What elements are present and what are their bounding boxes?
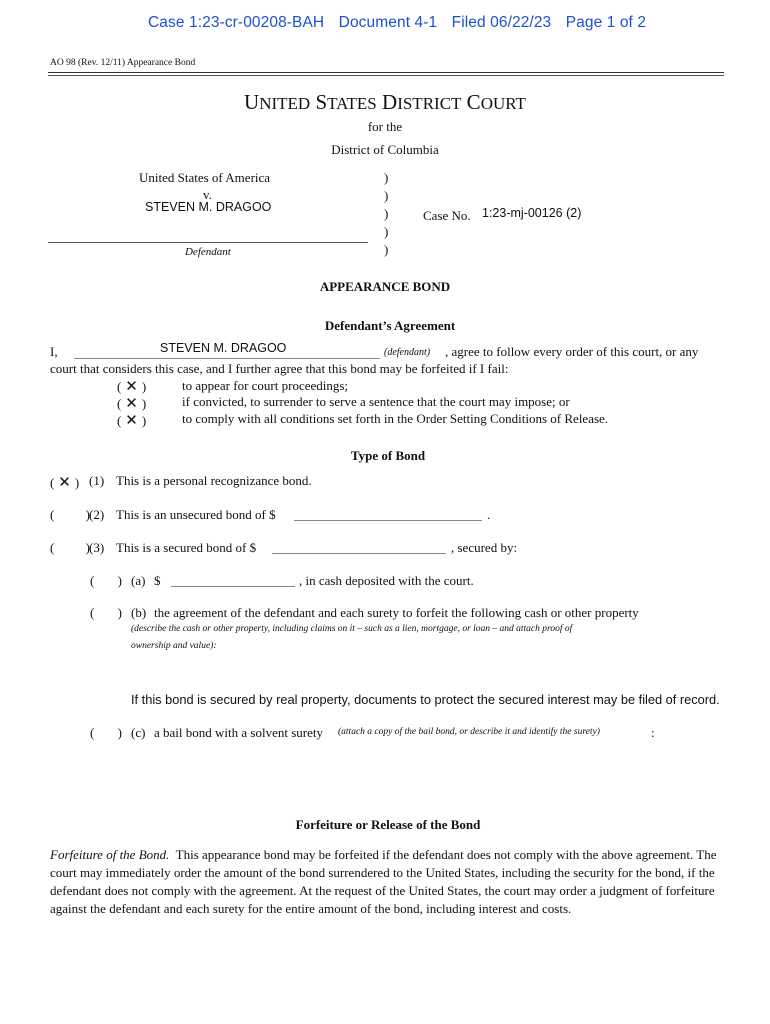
bond-option-a-checkbox[interactable]: ( ) — [90, 573, 122, 588]
bond-option-b-note-1: (describe the cash or other property, including claims on it – such as a lien, mortgage, or loan – and attach proof of — [131, 624, 573, 634]
stamp-document: Document 4-1 — [338, 14, 438, 31]
type-of-bond-heading: Type of Bond — [350, 448, 426, 463]
forfeiture-paragraph — [50, 846, 726, 918]
bond-option-2-checkbox[interactable]: ( ) — [50, 507, 90, 522]
bond-option-a-number: (a) — [131, 573, 146, 588]
caption-paren: ) — [384, 188, 389, 203]
bond-option-1-number: (1) — [89, 473, 105, 488]
district-name: District of Columbia — [331, 142, 439, 157]
check-mark-icon: ✕ — [125, 394, 138, 412]
bond-option-2-end: . — [487, 507, 491, 522]
bond-option-c-number: (c) — [131, 725, 146, 740]
cash-amount-field[interactable] — [171, 586, 295, 587]
defendant-label: Defendant — [185, 246, 231, 258]
versus: v. — [203, 187, 212, 202]
header-rule-secondary — [48, 75, 724, 76]
caption-paren: ) — [384, 206, 389, 221]
case-number: 1:23-mj-00126 (2) — [482, 206, 582, 220]
plaintiff-name: United States of America — [139, 170, 271, 185]
bond-option-c-end: : — [651, 725, 655, 740]
check-mark-icon: ✕ — [125, 377, 138, 395]
bond-option-a-text: , in cash deposited with the court. — [299, 573, 474, 588]
bond-option-3-end: , secured by: — [451, 540, 518, 555]
bond-option-c-checkbox[interactable]: ( ) — [90, 725, 122, 740]
caption-paren: ) — [384, 170, 389, 185]
bond-option-b-checkbox[interactable]: ( ) — [90, 605, 122, 620]
case-number-label: Case No. — [423, 208, 471, 223]
bond-option-b-note-2: ownership and value): — [131, 641, 217, 651]
agreement-i: I, — [50, 344, 58, 359]
bond-option-2-text: This is an unsecured bond of $ — [116, 507, 276, 522]
agreement-item: to comply with all conditions set forth in the Order Setting Conditions of Release. — [182, 411, 609, 426]
bond-option-a-dollar: $ — [154, 573, 161, 588]
check-mark-icon: ✕ — [125, 411, 138, 429]
caption-paren: ) — [384, 242, 389, 257]
agreement-checkbox[interactable]: ( ✕ ) — [117, 411, 147, 429]
for-the: for the — [367, 119, 403, 134]
defendant-name: STEVEN M. DRAGOO — [145, 200, 272, 214]
secured-amount-field[interactable] — [272, 553, 446, 554]
defendant-name-line — [74, 358, 380, 359]
caption-line — [48, 242, 368, 243]
bond-option-b-number: (b) — [131, 605, 147, 620]
real-property-note: If this bond is secured by real property, documents to protect the secured interest may be filed of record. — [131, 692, 720, 707]
court-title: UNITED STATES DISTRICT COURT — [244, 90, 526, 114]
bond-option-b-text: the agreement of the defendant and each surety to forfeit the following cash or other property — [154, 605, 639, 620]
bond-option-3-number: (3) — [89, 540, 105, 555]
forfeiture-lead: Forfeiture of the Bond. — [50, 847, 170, 862]
bond-option-c-note: (attach a copy of the bail bond, or describe it and identify the surety) — [338, 727, 600, 737]
forfeiture-heading: Forfeiture or Release of the Bond — [295, 817, 481, 832]
agreement-heading: Defendant’s Agreement — [324, 318, 456, 333]
header-rule — [48, 72, 724, 73]
stamp-page: Page 1 of 2 — [565, 14, 647, 31]
bond-option-3-text: This is a secured bond of $ — [116, 540, 257, 555]
defendant-tag: (defendant) — [384, 347, 431, 358]
agreement-checkbox[interactable]: ( ✕ ) — [117, 377, 147, 395]
caption-paren: ) — [384, 224, 389, 239]
agreement-item: to appear for court proceedings; — [182, 378, 349, 393]
document-title: APPEARANCE BOND — [319, 279, 451, 294]
check-mark-icon: ✕ — [58, 473, 71, 491]
agreement-text-1: , agree to follow every order of this court, or any — [445, 344, 699, 359]
agreement-defendant-name: STEVEN M. DRAGOO — [160, 341, 287, 355]
filing-stamp — [148, 14, 656, 32]
form-identifier: AO 98 (Rev. 12/11) Appearance Bond — [50, 58, 196, 68]
bond-option-c-text: a bail bond with a solvent surety — [154, 725, 323, 740]
bond-option-1-text: This is a personal recognizance bond. — [116, 473, 312, 488]
bond-option-1-checkbox[interactable]: ( ✕ ) — [50, 473, 80, 491]
stamp-filed: Filed 06/22/23 — [451, 14, 552, 31]
agreement-text-2: court that considers this case, and I further agree that this bond may be forfeited if I fail: — [50, 361, 509, 376]
bond-option-3-checkbox[interactable]: ( ) — [50, 540, 90, 555]
forfeiture-body: This appearance bond may be forfeited if the defendant does not comply with the above agreement. The court may immediately order the amount of the bond surrendered to the United States, including the security for the bond, if the defendant does not comply with the agreement. At the request of the United States, the court may order a judgment of forfeiture against the defendant and each surety for the entire amount of the bond, including interest and costs. — [50, 847, 717, 916]
agreement-checkbox[interactable]: ( ✕ ) — [117, 394, 147, 412]
bond-option-2-number: (2) — [89, 507, 105, 522]
unsecured-amount-field[interactable] — [294, 520, 482, 521]
agreement-item: if convicted, to surrender to serve a sentence that the court may impose; or — [182, 394, 570, 409]
stamp-case: Case 1:23-cr-00208-BAH — [148, 14, 325, 31]
